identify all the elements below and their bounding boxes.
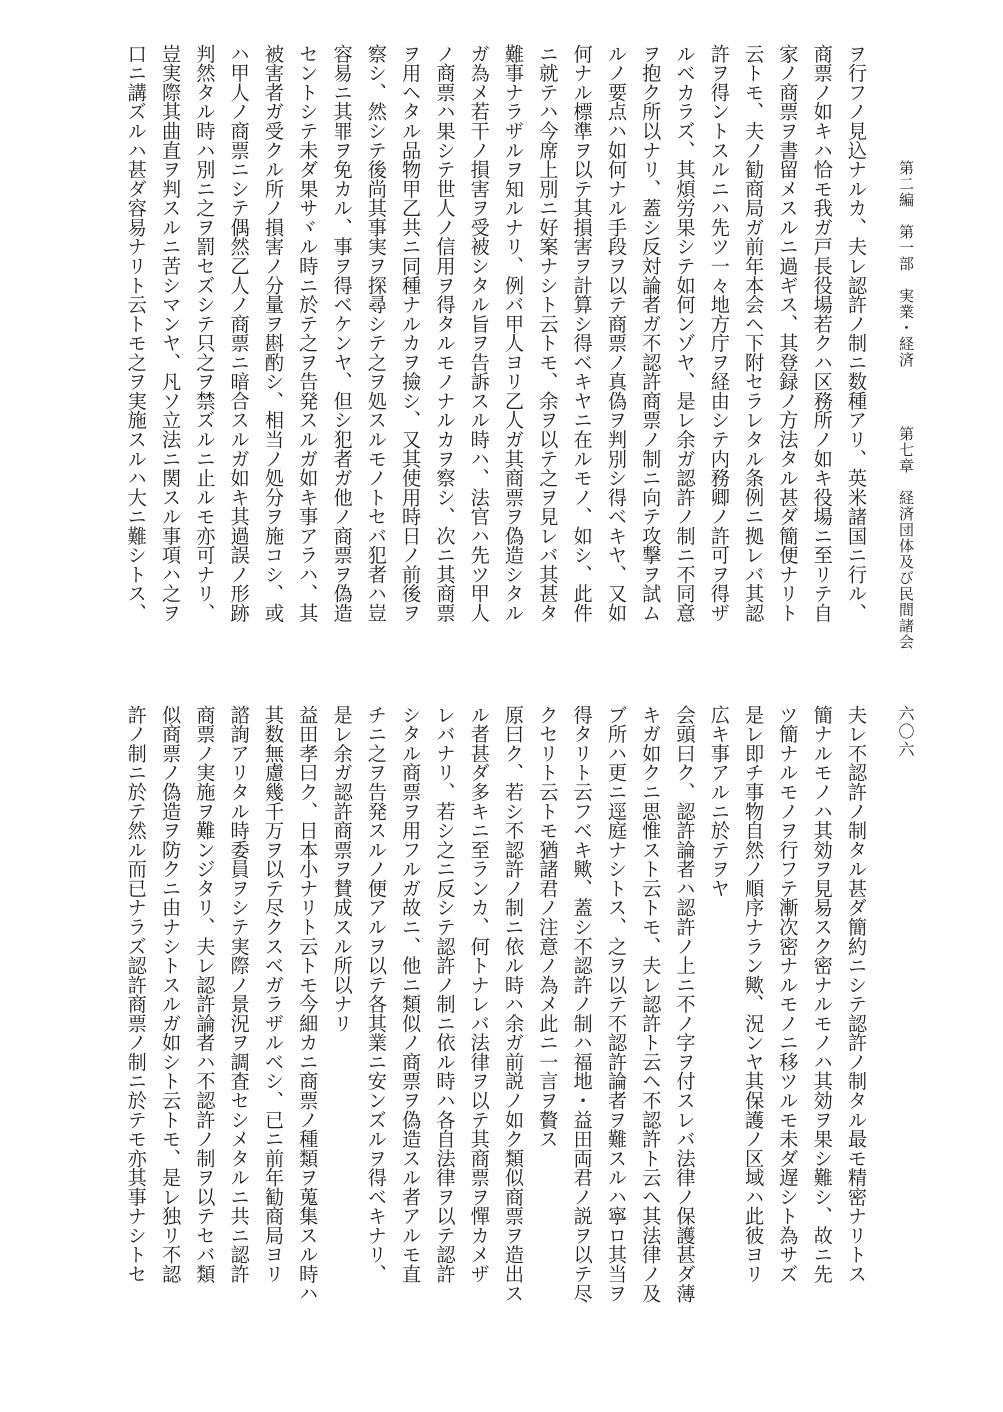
text-column: 商票ノ如キハ恰モ我ガ戸長役場若クハ区務所ノ如キ役場ニ至リテ自 — [810, 44, 834, 623]
text-column: 諮詢アリタル時委員ヲシテ実際ノ景況ヲ調査セシメタルニ共ニ認許 — [227, 705, 251, 1284]
running-header — [898, 160, 913, 650]
text-column: 是レ余ガ認許商票ヲ賛成スル所以ナリ — [330, 705, 354, 1033]
text-column: 夫レ不認許ノ制タル甚ダ簡約ニシテ認許ノ制タル最モ精密ナリトス — [845, 705, 868, 1284]
text-column: 許ヲ得ントスルニハ先ツ一々地方庁ヲ経由シテ内務卿ノ許可ヲ得ザ — [707, 44, 731, 623]
text-column: 簡ナルモノハ其効ヲ見易スク密ナルモノハ其効ヲ果シ難シ、故ニ先 — [810, 705, 834, 1284]
text-column: ヲ抱ク所以ナリ、蓋シ反対論者ガ不認許商票ノ制ニ向テ攻撃ヲ試ム — [639, 44, 663, 623]
upper-text-block — [118, 44, 873, 664]
text-column: ルノ要点ハ如何ナル手段ヲ以テ商票ノ真偽ヲ判別シ得ベキヤ、又如 — [604, 44, 628, 623]
text-column: 其数無慮幾千万ヲ以テ尽クスベガラザルベシ、已ニ前年勧商局ヨリ — [261, 705, 285, 1284]
text-column: 商票ノ実施ヲ難ンジタリ、夫レ認許論者ハ不認許ノ制ヲ以テセバ類 — [193, 705, 217, 1284]
text-column: 豈実際其曲直ヲ判スルニ苦シマンヤ、凡ソ立法ニ関スル事項ハ之ヲ — [159, 44, 183, 623]
text-column: ガ為メ若干ノ損害ヲ受被シタル旨ヲ告訴スル時ハ、法官ハ先ツ甲人 — [467, 44, 491, 623]
text-column: ニ就テハ今席上別ニ好案ナシト云トモ、余ヲ以テ之ヲ見レバ其甚タ — [536, 44, 560, 623]
text-column: レバナリ、若シ之ニ反シテ認許ノ制ニ依ル時ハ各自法律ヲ以テ認許 — [433, 705, 457, 1284]
text-column: 益田孝曰ク、日本小ナリト云トモ今細カニ商票ノ種類ヲ蒐集スル時ハ — [296, 705, 320, 1303]
lower-text-block — [118, 705, 873, 1325]
page-number: 六〇六 — [896, 705, 915, 759]
text-column: キガ如クニ思惟スト云トモ、夫レ認許ト云ヘ不認許ト云ヘ其法律ノ及 — [639, 705, 663, 1303]
text-column: クセリト云トモ猶諸君ノ注意ノ為メ此ニ一言ヲ贅ス — [536, 705, 560, 1149]
text-column: 何ナル標準ヲ以テ其損害ヲ計算シ得ベキヤニ在ルモノ、如シ、此件 — [570, 44, 594, 623]
text-column: ルベカラズ、其煩労果シテ如何ンゾヤ、是レ余ガ認許ノ制ニ不同意 — [673, 44, 697, 623]
text-column: 会頭曰ク、認許論者ハ認許ノ上ニ不ノ字ヲ付スレバ法律ノ保護甚ダ薄 — [673, 705, 697, 1303]
header-chapter: 第七章 経済団体及び民間諸会 — [897, 426, 915, 650]
text-column: 被害者ガ受クル所ノ損害ノ分量ヲ斟酌シ、相当ノ処分ヲ施コシ、或 — [261, 44, 285, 623]
text-column: 云トモ、夫ノ勧商局ガ前年本会ヘ下附セラレタル条例ニ拠レバ其認 — [742, 44, 766, 623]
text-column: 判然タル時ハ別ニ之ヲ罰セズシテ只之ヲ禁ズルニ止ルモ亦可ナリ、 — [193, 44, 217, 623]
text-column: 得タリト云フベキ歟、蓋シ不認許ノ制ハ福地・益田両君ノ説ヲ以テ尽 — [570, 705, 594, 1303]
text-column: シタル商票ヲ用フルガ故ニ、他ニ類似ノ商票ヲ偽造スル者アルモ直 — [399, 705, 423, 1284]
text-column: 家ノ商票ヲ書留メスルニ過ギス、其登録ノ方法タル甚ダ簡便ナリト — [776, 44, 800, 623]
text-column: ハ甲人ノ商票ニシテ偶然乙人ノ商票ニ暗合スルガ如キ其過誤ノ形跡 — [227, 44, 251, 623]
text-column: 許ノ制ニ於テ然ル而已ナラズ認許商票ノ制ニ於テモ亦其事ナシトセ — [124, 705, 148, 1284]
text-column: 口ニ講ズルハ甚ダ容易ナリト云トモ之ヲ実施スルハ大ニ難シトス、 — [124, 44, 148, 623]
text-column: 容易ニ其罪ヲ免カル、事ヲ得ベケンヤ、但シ犯者ガ他ノ商票ヲ偽造 — [330, 44, 354, 623]
text-column: ブ所ハ更ニ逕庭ナシトス、之ヲ以テ不認許論者ヲ難スルハ寧ロ其当ヲ — [604, 705, 628, 1303]
text-column: ル者甚ダ多キニ至ランカ、何トナレバ法律ヲ以テ其商票ヲ憚カメザ — [467, 705, 491, 1284]
text-column: 難事ナラザルヲ知ルナリ、例バ甲人ヨリ乙人ガ其商票ヲ偽造シタル — [502, 44, 526, 623]
text-column: ノ商票ハ果シテ世人ノ信用ヲ得タルモノナルカヲ察シ、次ニ其商票 — [433, 44, 457, 623]
text-column: ヲ行フノ見込ナルカ、夫レ認許ノ制ニ数種アリ、英米諸国ニ行ル、 — [845, 44, 868, 623]
text-column: チニ之ヲ告発スルノ便アルヲ以テ各其業ニ安ンズルヲ得ベキナリ、 — [364, 705, 388, 1284]
text-column: ツ簡ナルモノヲ行フテ漸次密ナルモノニ移ツルモ未ダ遅シト為サズ — [776, 705, 800, 1284]
text-column: 似商票ノ偽造ヲ防クニ由ナシトスルガ如シト云トモ、是レ独リ不認 — [159, 705, 183, 1284]
text-column: 是レ即チ事物自然ノ順序ナラン歟、況ンヤ其保護ノ区域ハ此彼ヨリ — [742, 705, 766, 1284]
text-column: セントシテ未ダ果サヾル時ニ於テ之ヲ告発スルガ如キ事アラハ、其 — [296, 44, 320, 623]
text-column: ヲ用ヘタル品物甲乙共ニ同種ナルカヲ撿シ、又其使用時日ノ前後ヲ — [399, 44, 423, 623]
text-column: 原曰ク、若シ不認許ノ制ニ依ル時ハ余ガ前説ノ如ク類似商票ヲ造出ス — [502, 705, 526, 1303]
text-column: 広キ事アルニ於テヲヤ — [707, 705, 731, 898]
text-column: 察シ、然シテ後尚其事実ヲ探尋シテ之ヲ処スルモノトセバ犯者ハ豈 — [364, 44, 388, 623]
header-part: 第二編 第一部 実業・経済 — [897, 160, 915, 368]
